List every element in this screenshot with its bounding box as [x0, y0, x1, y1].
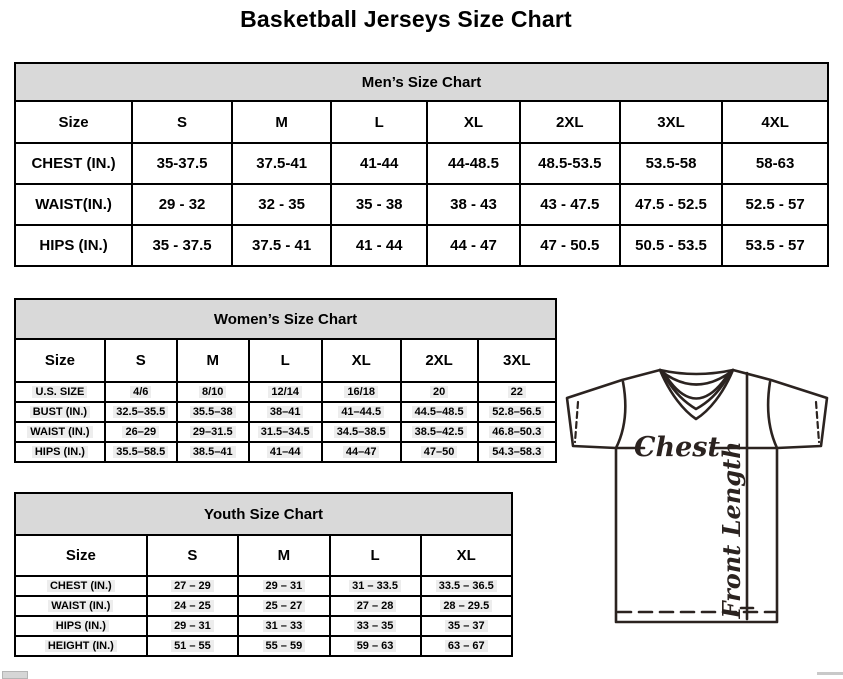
mens-value-cell	[620, 184, 722, 225]
youth-value-text: 31 – 33	[263, 620, 306, 632]
youth-value-text: 25 – 27	[263, 600, 306, 612]
womens-value-text: 29–31.5	[190, 426, 236, 438]
youth-value-text: 35 – 37	[445, 620, 488, 632]
mens-value-text: 53.5 - 57	[745, 237, 805, 254]
mens-value-cell	[331, 143, 427, 184]
womens-value-cell	[105, 382, 177, 402]
mens-value-cell	[722, 143, 828, 184]
womens-value-cell	[478, 422, 557, 442]
mens-value-text: 48.5-53.5	[538, 155, 602, 172]
jersey-armhole-right	[768, 382, 777, 448]
youth-section-title: Youth Size Chart	[15, 493, 512, 535]
mens-table-row	[15, 225, 828, 266]
womens-row-label-text: HIPS (IN.)	[32, 446, 88, 458]
womens-value-cell	[478, 402, 557, 422]
mens-value-cell	[132, 143, 232, 184]
youth-value-cell	[421, 576, 512, 596]
womens-column-header: Size	[15, 339, 105, 382]
mens-table-row	[15, 184, 828, 225]
mens-value-text: 47.5 - 52.5	[635, 196, 707, 213]
womens-value-cell	[105, 442, 177, 462]
youth-value-text: 28 – 29.5	[440, 600, 492, 612]
youth-column-header: M	[238, 535, 329, 576]
womens-column-header: XL	[322, 339, 401, 382]
mens-value-text: 35 - 37.5	[152, 237, 212, 254]
womens-value-cell	[401, 442, 478, 462]
womens-value-cell	[322, 402, 401, 422]
jersey-collar-top	[660, 370, 733, 374]
womens-row-label-text: U.S. SIZE	[32, 386, 87, 398]
youth-table-row	[15, 616, 512, 636]
mens-value-text: 50.5 - 53.5	[635, 237, 707, 254]
mens-row-label	[15, 143, 132, 184]
womens-value-cell	[478, 442, 557, 462]
womens-value-cell	[322, 422, 401, 442]
womens-value-cell	[322, 442, 401, 462]
mens-row-label-text: HIPS (IN.)	[39, 237, 108, 254]
womens-column-header: M	[177, 339, 249, 382]
womens-value-text: 44.5–48.5	[412, 406, 467, 418]
youth-value-text: 29 – 31	[171, 620, 214, 632]
womens-value-text: 47–50	[421, 446, 458, 458]
jersey-cuff-dash-left	[575, 402, 578, 442]
womens-value-text: 38.5–41	[190, 446, 236, 458]
youth-value-text: 24 – 25	[171, 600, 214, 612]
mens-value-cell	[427, 225, 520, 266]
youth-value-text: 31 – 33.5	[349, 580, 401, 592]
womens-value-text: 35.5–38	[190, 406, 236, 418]
womens-value-cell	[249, 382, 322, 402]
youth-value-text: 63 – 67	[445, 640, 488, 652]
womens-size-chart-table	[14, 298, 557, 463]
jersey-cuff-dash-right	[816, 402, 819, 442]
youth-row-label	[15, 596, 147, 616]
youth-row-label-text: CHEST (IN.)	[47, 580, 115, 592]
mens-value-cell	[520, 143, 620, 184]
youth-value-text: 33.5 – 36.5	[436, 580, 497, 592]
youth-row-label-text: HEIGHT (IN.)	[45, 640, 117, 652]
womens-value-cell	[401, 402, 478, 422]
womens-value-text: 16/18	[344, 386, 378, 398]
youth-value-cell	[330, 576, 421, 596]
mens-value-cell	[427, 143, 520, 184]
mens-value-cell	[232, 143, 331, 184]
jersey-measurement-diagram	[560, 358, 840, 626]
mens-column-header: M	[232, 101, 331, 143]
mens-value-text: 47 - 50.5	[540, 237, 600, 254]
mens-value-cell	[132, 225, 232, 266]
womens-value-text: 4/6	[130, 386, 151, 398]
youth-row-label-text: WAIST (IN.)	[48, 600, 113, 612]
mens-row-label-text: CHEST (IN.)	[31, 155, 116, 172]
mens-row-label	[15, 184, 132, 225]
mens-column-header: 4XL	[722, 101, 828, 143]
youth-value-cell	[330, 596, 421, 616]
youth-value-cell	[421, 636, 512, 656]
youth-value-text: 51 – 55	[171, 640, 214, 652]
womens-value-text: 8/10	[199, 386, 226, 398]
womens-value-text: 54.3–58.3	[489, 446, 544, 458]
youth-value-cell	[147, 636, 238, 656]
mens-value-text: 35-37.5	[156, 155, 208, 172]
scrollbar-fragment-right[interactable]	[817, 672, 843, 675]
womens-value-text: 32.5–35.5	[113, 406, 168, 418]
mens-value-text: 29 - 32	[158, 196, 206, 213]
womens-value-text: 34.5–38.5	[334, 426, 389, 438]
womens-table-row	[15, 442, 556, 462]
youth-value-cell	[421, 616, 512, 636]
youth-size-chart-table	[14, 492, 513, 657]
womens-table-row	[15, 402, 556, 422]
mens-value-cell	[232, 184, 331, 225]
womens-value-cell	[401, 382, 478, 402]
youth-value-cell	[238, 636, 329, 656]
womens-value-cell	[177, 442, 249, 462]
mens-value-text: 53.5-58	[645, 155, 697, 172]
womens-value-cell	[401, 422, 478, 442]
womens-value-cell	[249, 422, 322, 442]
womens-value-cell	[105, 422, 177, 442]
mens-value-text: 41 - 44	[355, 237, 403, 254]
womens-row-label-text: BUST (IN.)	[30, 406, 90, 418]
mens-value-cell	[520, 225, 620, 266]
womens-row-label	[15, 402, 105, 422]
youth-value-cell	[238, 616, 329, 636]
page-title: Basketball Jerseys Size Chart	[240, 6, 572, 32]
youth-value-cell	[330, 636, 421, 656]
mens-value-text: 41-44	[359, 155, 399, 172]
womens-column-header: 3XL	[478, 339, 557, 382]
mens-column-header: Size	[15, 101, 132, 143]
youth-row-label	[15, 616, 147, 636]
mens-column-header: S	[132, 101, 232, 143]
youth-value-cell	[147, 596, 238, 616]
womens-column-header: S	[105, 339, 177, 382]
mens-column-header: XL	[427, 101, 520, 143]
womens-row-label	[15, 442, 105, 462]
womens-value-cell	[105, 402, 177, 422]
mens-value-text: 37.5 - 41	[252, 237, 312, 254]
mens-value-cell	[722, 225, 828, 266]
womens-value-text: 38.5–42.5	[412, 426, 467, 438]
womens-value-cell	[177, 422, 249, 442]
youth-value-text: 59 – 63	[354, 640, 397, 652]
front-length-label: Front Length	[717, 441, 746, 619]
youth-row-label-text: HIPS (IN.)	[53, 620, 109, 632]
mens-row-label-text: WAIST(IN.)	[35, 196, 112, 213]
womens-row-label	[15, 422, 105, 442]
womens-value-text: 41–44	[267, 446, 304, 458]
mens-value-cell	[620, 225, 722, 266]
youth-value-text: 29 – 31	[263, 580, 306, 592]
womens-table	[14, 298, 557, 463]
youth-value-cell	[330, 616, 421, 636]
youth-table-row	[15, 636, 512, 656]
youth-value-cell	[147, 576, 238, 596]
youth-value-text: 27 – 29	[171, 580, 214, 592]
youth-value-text: 55 – 59	[263, 640, 306, 652]
mens-row-label	[15, 225, 132, 266]
womens-value-text: 41–44.5	[338, 406, 384, 418]
mens-section-title: Men’s Size Chart	[15, 63, 828, 101]
youth-table-row	[15, 596, 512, 616]
womens-section-title: Women’s Size Chart	[15, 299, 556, 339]
youth-value-cell	[238, 596, 329, 616]
mens-value-cell	[232, 225, 331, 266]
mens-value-text: 58-63	[755, 155, 795, 172]
chest-label: Chest	[634, 432, 720, 463]
womens-value-text: 46.8–50.3	[489, 426, 544, 438]
mens-value-text: 35 - 38	[355, 196, 403, 213]
mens-column-header: L	[331, 101, 427, 143]
womens-row-label	[15, 382, 105, 402]
womens-value-text: 31.5–34.5	[258, 426, 313, 438]
mens-value-cell	[132, 184, 232, 225]
mens-value-text: 38 - 43	[450, 196, 497, 213]
mens-value-text: 37.5-41	[256, 155, 308, 172]
womens-column-header: 2XL	[401, 339, 478, 382]
womens-value-cell	[322, 382, 401, 402]
jersey-armhole-left	[616, 382, 625, 448]
youth-value-cell	[421, 596, 512, 616]
youth-value-cell	[147, 616, 238, 636]
mens-column-header: 3XL	[620, 101, 722, 143]
mens-value-text: 44-48.5	[448, 155, 499, 172]
womens-value-text: 22	[508, 386, 526, 398]
mens-value-cell	[620, 143, 722, 184]
womens-value-cell	[478, 382, 557, 402]
youth-table-row	[15, 576, 512, 596]
youth-column-header: XL	[421, 535, 512, 576]
mens-value-cell	[520, 184, 620, 225]
mens-value-cell	[427, 184, 520, 225]
youth-value-text: 27 – 28	[354, 600, 397, 612]
youth-column-header: L	[330, 535, 421, 576]
womens-table-row	[15, 382, 556, 402]
mens-value-text: 44 - 47	[450, 237, 497, 254]
womens-value-text: 35.5–58.5	[113, 446, 168, 458]
womens-value-cell	[249, 442, 322, 462]
womens-value-text: 38–41	[267, 406, 304, 418]
youth-column-header: Size	[15, 535, 147, 576]
scrollbar-fragment-left[interactable]	[2, 671, 28, 679]
mens-table	[14, 62, 829, 267]
youth-value-cell	[238, 576, 329, 596]
mens-value-text: 52.5 - 57	[745, 196, 805, 213]
womens-value-text: 20	[430, 386, 448, 398]
womens-value-text: 26–29	[122, 426, 159, 438]
womens-table-row	[15, 422, 556, 442]
mens-column-header: 2XL	[520, 101, 620, 143]
youth-table	[14, 492, 513, 657]
womens-column-header: L	[249, 339, 322, 382]
mens-table-row	[15, 143, 828, 184]
womens-row-label-text: WAIST (IN.)	[27, 426, 92, 438]
mens-value-text: 43 - 47.5	[540, 196, 600, 213]
womens-value-cell	[177, 382, 249, 402]
mens-size-chart-table	[14, 62, 829, 267]
mens-value-cell	[331, 184, 427, 225]
youth-row-label	[15, 636, 147, 656]
womens-value-cell	[249, 402, 322, 422]
youth-value-text: 33 – 35	[354, 620, 397, 632]
youth-column-header: S	[147, 535, 238, 576]
womens-value-text: 12/14	[268, 386, 302, 398]
mens-value-text: 32 - 35	[258, 196, 305, 213]
mens-value-cell	[722, 184, 828, 225]
womens-value-text: 52.8–56.5	[489, 406, 544, 418]
mens-value-cell	[331, 225, 427, 266]
youth-row-label	[15, 576, 147, 596]
womens-value-text: 44–47	[343, 446, 380, 458]
womens-value-cell	[177, 402, 249, 422]
